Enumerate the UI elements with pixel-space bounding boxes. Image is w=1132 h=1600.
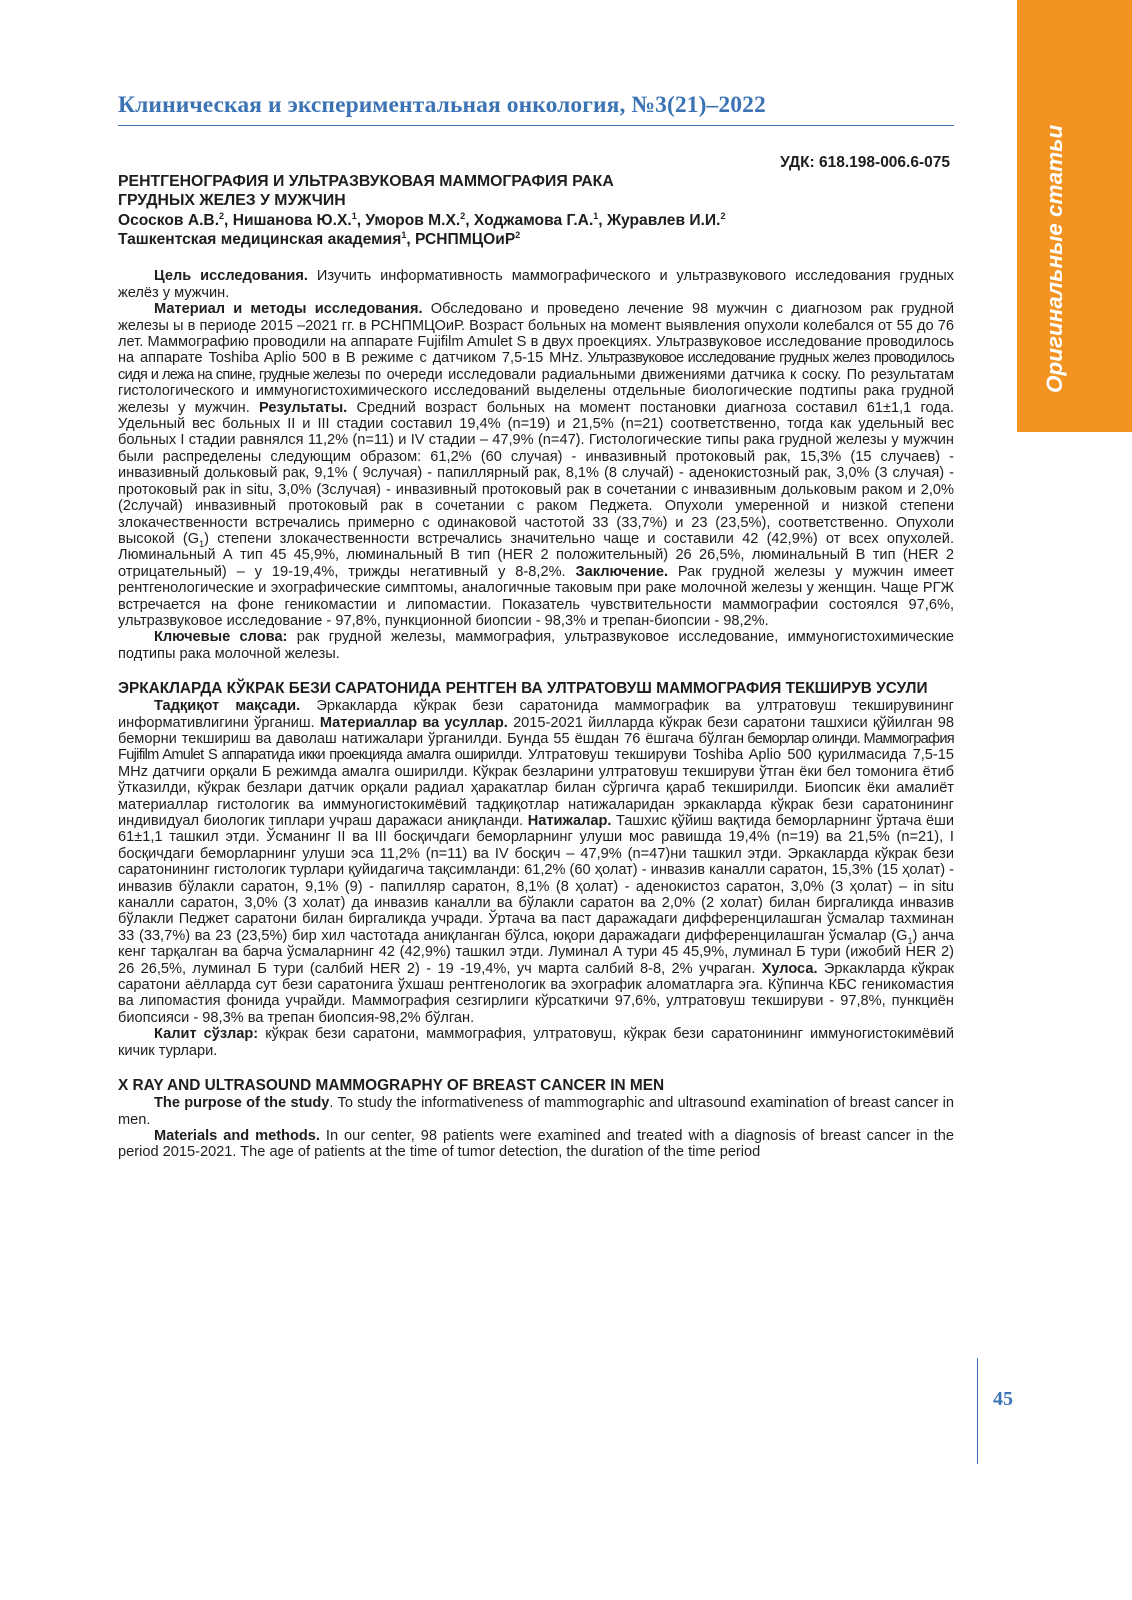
ru-grade-subscript: 1 — [199, 538, 205, 549]
uz-results-text: Ташхис қўйиш вақтида беморларнинг ўртача ёши 61±1,1 ташкил этди. Ўсманинг II ва III босқичдаги беморларнинг улуши мос равишда 19,4% (n=19) ва 21,5% (n=21), I босқичдаги беморларнинг улуши эса 11,2% (n=11) ва IV босқич – 47,9% (n=47)ни ташкил этди. Эркакларда кўкрак бези саратонининг гистологик турлари қуйидагича тақсимланди: 61,2% (60 ҳолат) - инвазив каналли саратон, 15,3% (15 ҳолат) - инвазив бўлакли саратон, 9,1% (9) - папилляр саратон, 8,1% (8 ҳолат) - аденокистоз саратон, 3,0% (3 ҳолат) – in situ каналли саратон, 3,0% (3 холат) да инвазив каналли ва бўлакли саратон ва 2,0% (2 холат) билан биргаликда инвазив бўлакли Педжет саратони билан биргаликда учради. Ўртача ва паст даражадаги дифференцилашган ўсмалар тахминан 33 (33,7%) ва 23 (23,5%) бир хил частотада аниқланган бўлса, юқори даражадаги дифференцилашган ўсмалар (G — [118, 813, 954, 944]
ru-aim-label: Цель исследования. — [154, 268, 308, 285]
uz-conclusion-label: Хулоса. — [761, 960, 818, 977]
author-name: Ососков А.В. — [118, 212, 220, 230]
ru-results-label: Результаты. — [259, 399, 348, 416]
en-purpose-text: . To study the informativeness of mammographic and ultrasound examination of breast cancer in men. — [118, 1095, 954, 1128]
ru-methods-text-condensed: Ультразвуковое исследование грудных желез проводилось сидя и лежа на спине, грудные железы — [118, 350, 955, 383]
en-methods-paragraph — [118, 1128, 954, 1161]
en-purpose-label: The purpose of the study — [154, 1095, 330, 1112]
ru-methods-label: Материал и методы исследования. — [154, 301, 423, 318]
ru-conclusion-text: Рак грудной железы у мужчин имеет рентгенологические и эхографические симптомы, аналогичные таковым при раке молочной железы у женщин. Чаще РГЖ встречается на фоне геникомастии и липомастии. Показатель чувствительности маммографии состоялся 97,6%, ультразвуковое исследование - 97,8%, пункционной биопсии - 98,3% и трепан-биопсии - 98,2%. — [118, 563, 954, 629]
uz-aim-text: Эркакларда кўкрак бези саратонида маммографик ва ултратовуш текширувининг информативлигини ўрганиш. — [118, 698, 954, 731]
author-name: , Нишанова Ю.Х. — [224, 212, 352, 230]
author-name: , Уморов М.Х. — [356, 212, 461, 230]
ru-methods-text: Обследовано и проведено лечение 98 мужчин с диагнозом рак грудной железы ы в периоде 2015 –2021 гг. в РСНПМЦОиР. Возраст больных на момент выявления опухоли колебался от 55 до 76 лет. Маммографию проводили на аппарате Fujifilm Amulet S в двух проекциях. Ультразвуковое исследование проводилось на аппарате Toshiba Aplio 500 в В режиме с датчиком 7,5-15 MHz. — [118, 301, 954, 367]
header-divider — [118, 125, 954, 126]
author-affil-mark: 2 — [460, 211, 466, 222]
ru-aim-paragraph — [118, 268, 954, 301]
ru-title-line-1: РЕНТГЕНОГРАФИЯ И УЛЬТРАЗВУКОВАЯ МАММОГРАФИЯ РАКА — [118, 173, 614, 191]
uz-methods-text: 2015-2021 йилларда кўкрак бези саратони ташхиси қўйилган 98 беморни текшириш ва даволаш натижалари ўрганилди. Бунда 55 ёшдан 76 ёшгача бўлган — [118, 714, 955, 747]
uz-keywords-text: кўкрак бези саратони, маммография, ултратовуш, кўкрак бези саратонининг иммуногистокимёвий кичик турлари. — [118, 1026, 954, 1059]
author-affil-mark: 1 — [593, 211, 599, 222]
uz-methods-text-condensed: беморлар олинди. Маммография Fujifilm Amulet S аппаратида икки проекцияда амалга оширилди. — [118, 730, 954, 764]
page-number: 45 — [993, 1388, 1013, 1410]
uz-keywords-paragraph — [118, 1026, 954, 1059]
author-affil-mark: 1 — [351, 211, 357, 222]
author-affil-mark: 2 — [720, 211, 726, 222]
ru-title-line-2: ГРУДНЫХ ЖЕЛЕЗ У МУЖЧИН — [118, 192, 346, 210]
en-methods-text: In our center, 98 patients were examined and treated with a diagnosis of breast cancer in the period 2015-2021. The age of patients at the time of tumor detection, the duration of the time period — [118, 1127, 954, 1161]
uz-conclusion-text: Эркакларда кўкрак саратони аёлларда сут бези саратонига ўхшаш рентгенологик ва эхографик аломатларга эга. Кўпинча КБС геникомастия ва липомастия фонида учрайди. Маммография сезгирлиги кўрсаткичи 97,6%, ултратовуш текшируви - 97,8%, пункциён биопсияси - 98,3% ва трепан биопсия-98,2% бўлган. — [118, 960, 954, 1026]
journal-title: Клиническая и экспериментальная онкология, №3(21)–2022 — [118, 92, 766, 118]
section-side-tab — [1017, 0, 1132, 432]
uz-grade-subscript: 1 — [907, 935, 913, 946]
ru-conclusion-label: Заключение. — [575, 563, 668, 580]
affiliation-mark: 2 — [515, 230, 521, 241]
ru-aim-text: Изучить информативность маммографического и ультразвукового исследования грудных желёз у мужчин. — [118, 268, 954, 301]
uz-aim-paragraph — [118, 698, 954, 1026]
affiliation-mark: 1 — [401, 230, 407, 241]
uz-methods-label: Материаллар ва усуллар. — [319, 714, 508, 731]
author-list — [118, 211, 954, 230]
section-side-tab-label: Оригинальные статьи — [1042, 124, 1067, 393]
article-body — [118, 155, 954, 1161]
en-section-title: X RAY AND ULTRASOUND MAMMOGRAPHY OF BREAST CANCER IN MEN — [118, 1077, 665, 1095]
uz-results-text: ) анча кенг тарқалган ва барча ўсмаларнинг 42 (42,9%) ташкил этди. Луминал А тури 45 45,9%, луминал Б тури (ижобий HER 2) 26 26,5%, луминал Б тури (салбий HER 2) - 19 -19,4%, уч марта салбий 8-8, 2% учраган. — [118, 927, 954, 977]
affiliation-name: Ташкентская медицинская академия — [118, 231, 402, 249]
author-name: , Журавлев И.И. — [598, 212, 721, 230]
page-number-divider — [977, 1358, 978, 1464]
ru-keywords-text: рак грудной железы, маммография, ультразвуковое исследование, иммуногистохимические подтипы рака молочной железы. — [118, 629, 954, 662]
ru-keywords-paragraph — [118, 629, 954, 662]
author-affil-mark: 2 — [219, 211, 225, 222]
uz-results-label: Натижалар. — [527, 813, 612, 829]
uz-aim-label: Тадқиқот мақсади. — [154, 698, 301, 715]
ru-article-title — [118, 172, 954, 210]
ru-methods-paragraph — [118, 301, 954, 629]
en-purpose-paragraph — [118, 1095, 954, 1128]
uz-section-title: ЭРКАКЛАРДА КЎКРАК БЕЗИ САРАТОНИДА РЕНТГЕН ВА УЛТРАТОВУШ МАММОГРАФИЯ ТЕКШИРУВ УСУЛИ — [118, 680, 928, 698]
en-methods-label: Materials and methods. — [154, 1127, 320, 1144]
affiliations — [118, 230, 954, 249]
journal-header — [118, 92, 954, 126]
section-spacer — [118, 662, 954, 680]
udk-code: УДК: 618.198-006.6-075 — [780, 154, 950, 171]
author-name: , Ходжамова Г.А. — [465, 212, 594, 230]
section-spacer — [118, 1059, 954, 1077]
ru-results-text: Средний возраст больных на момент постановки диагноза составил 61±1,1 года. Удельный вес больных II и III стадии составил 19,4% (n=19) и 21,5% (n=21) соответственно, тогда как удельный вес больных I стадии равнялся 11,2% (n=11) и IV стадии – 47,9% (n=47). Гистологические типы рака грудной железы у мужчин были распределены следующим образом: 61,2% (60 случая) - инвазивный протоковый рак, 15,3% (15 случаев) - инвазивный дольковый рак, 9,1% ( 9случая) - папиллярный рак, 8,1% (8 случай) - аденокистозный рак, 3,0% (3 случая) - протоковый рак in situ, 3,0% (3случая) - инвазивный протоковый рак в сочетании с инвазивным дольковым раком и 2,0% (2случай) инвазивный протоковый рак в сочетании с раком Педжета. Опухоли умеренной и низкой степени злокачественности встречались примерно с одинаковой частотой 33 (33,7%) и 23 (23,5%), соответственно. Опухоли высокой (G — [118, 399, 954, 547]
uz-methods-text: Ултратовуш текшируви Toshiba Aplio 500 қурилмасида 7,5-15 MHz датчиги орқали Б режимда амалга оширилди. Кўкрак безларини ултратовуш текшируви ўтган ёки бел томонига ётиб ўтказилди, кўкрак безлари датчик орқали радиал ҳаракатлар билан сўргичга қараб текширилди. Биопсик ёки амалиёт материаллар гистологик ва иммуногистокимёвий тадқиқотлар натижаларидан эркакларда кўкрак бези саратонининг индивидуал биологик типлари учраш даражаси аниқланди. — [118, 747, 954, 829]
affiliation-name: , РСНПМЦОиР — [406, 231, 516, 249]
ru-keywords-label: Ключевые слова: — [154, 629, 288, 646]
ru-results-text: ) степени злокачественности встречались значительно чаще и составили 42 (42,9%) от всех опухолей. Люминальный А тип 45 45,9%, люминальный В тип (HER 2 положительный) 26 26,5%, люминальный В тип (HER 2 отрицательный) – у 19-19,4%, трижды негативный у 8-8,2%. — [118, 530, 954, 580]
ru-methods-text: по очереди исследовали радиальными движениями датчика к соску. По результатам гистологического и иммуногистохимического исследований выделены отдельные биологические подтипы рака грудной железы у мужчин. — [118, 366, 954, 416]
uz-keywords-label: Калит сўзлар: — [154, 1026, 259, 1043]
